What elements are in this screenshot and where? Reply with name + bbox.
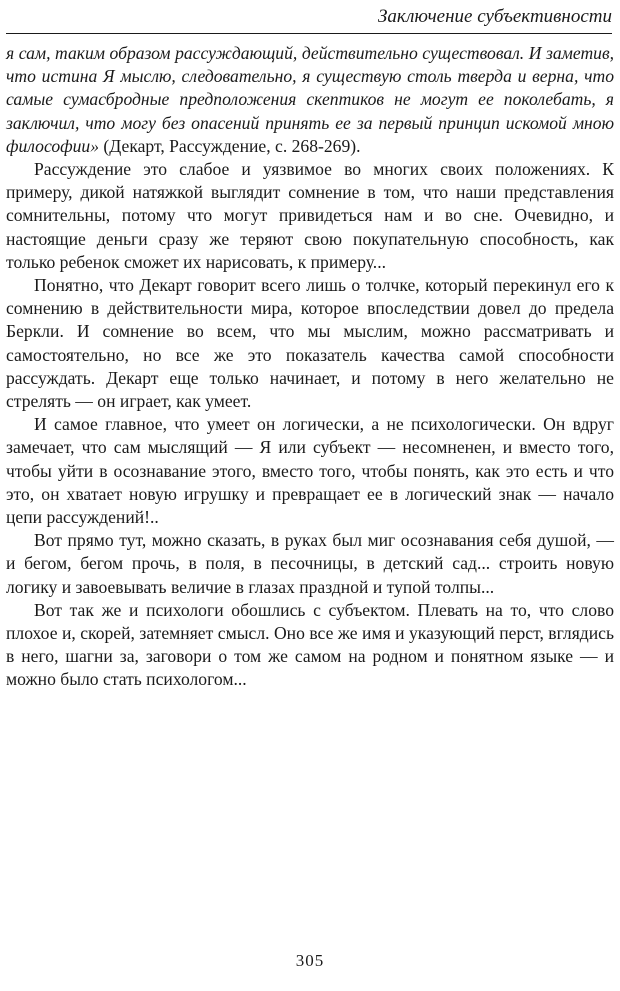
page-number: 305 — [295, 951, 325, 970]
paragraph-2: Понятно, что Декарт говорит всего лишь о толчке, который перекинул его к сомнению в действительности мира, которое впоследствии довел до предела Беркли. И сомнение во всем, что мы мыслим, можно рассматривать и самостоятельно, но все же это показатель качества самой способности рассуждать. Декарт еще только начинает, и потому в него желательно не стрелять — он играет, как умеет. — [6, 275, 614, 412]
descartes-quote: я сам, таким образом рассуждающий, действительно существовал. И заметив, что истина Я мыслю, следовательно, я существую столь тверда и верна, что самые сумасбродные предположения скептиков не могут ее поколебать, я заключил, что могу без опасений принять ее за первый принцип искомой мною философии» — [6, 43, 614, 156]
quote-paragraph — [6, 42, 614, 158]
paragraph-5: Вот так же и психологи обошлись с субъектом. Плевать на то, что слово плохое и, скорей, затемняет смысл. Оно все же имя и указующий перст, вглядись в него, шагни за, заговори о том же самом на родном и понятном языке — и можно было стать психологом... — [6, 599, 614, 690]
paragraph-1: Рассуждение это слабое и уязвимое во многих своих положениях. К примеру, дикой натяжкой выглядит сомнение в том, что наши представления сомнительны, потому что могут привидеться нам и во сне. Очевидно, и настоящие деньги сразу же теряют свою покупательную способность, как только ребенок сможет их нарисовать, к примеру... — [6, 159, 614, 272]
quote-citation: (Декарт, Рассуждение, с. 268-269). — [99, 135, 361, 156]
header-rule — [6, 33, 612, 34]
paragraph-4: Вот прямо тут, можно сказать, в руках был миг осознавания себя душой, — и бегом, бегом прочь, в поля, в песочницы, в детский сад... строить новую логику и завоевывать величие в глазах праздной и тупой толпы... — [6, 530, 614, 597]
running-head: Заключение субъективности — [377, 6, 612, 27]
body-text — [6, 42, 614, 692]
paragraph-3: И самое главное, что умеет он логически, а не психологически. Он вдруг замечает, что сам мыслящий — Я или субъект — несомненен, и вместо того, чтобы уйти в осознавание этого, вместо того, чтобы понять, как это есть и что это, он хватает новую игрушку и превращает ее в логический знак — начало цепи рассуждений!.. — [6, 414, 614, 528]
